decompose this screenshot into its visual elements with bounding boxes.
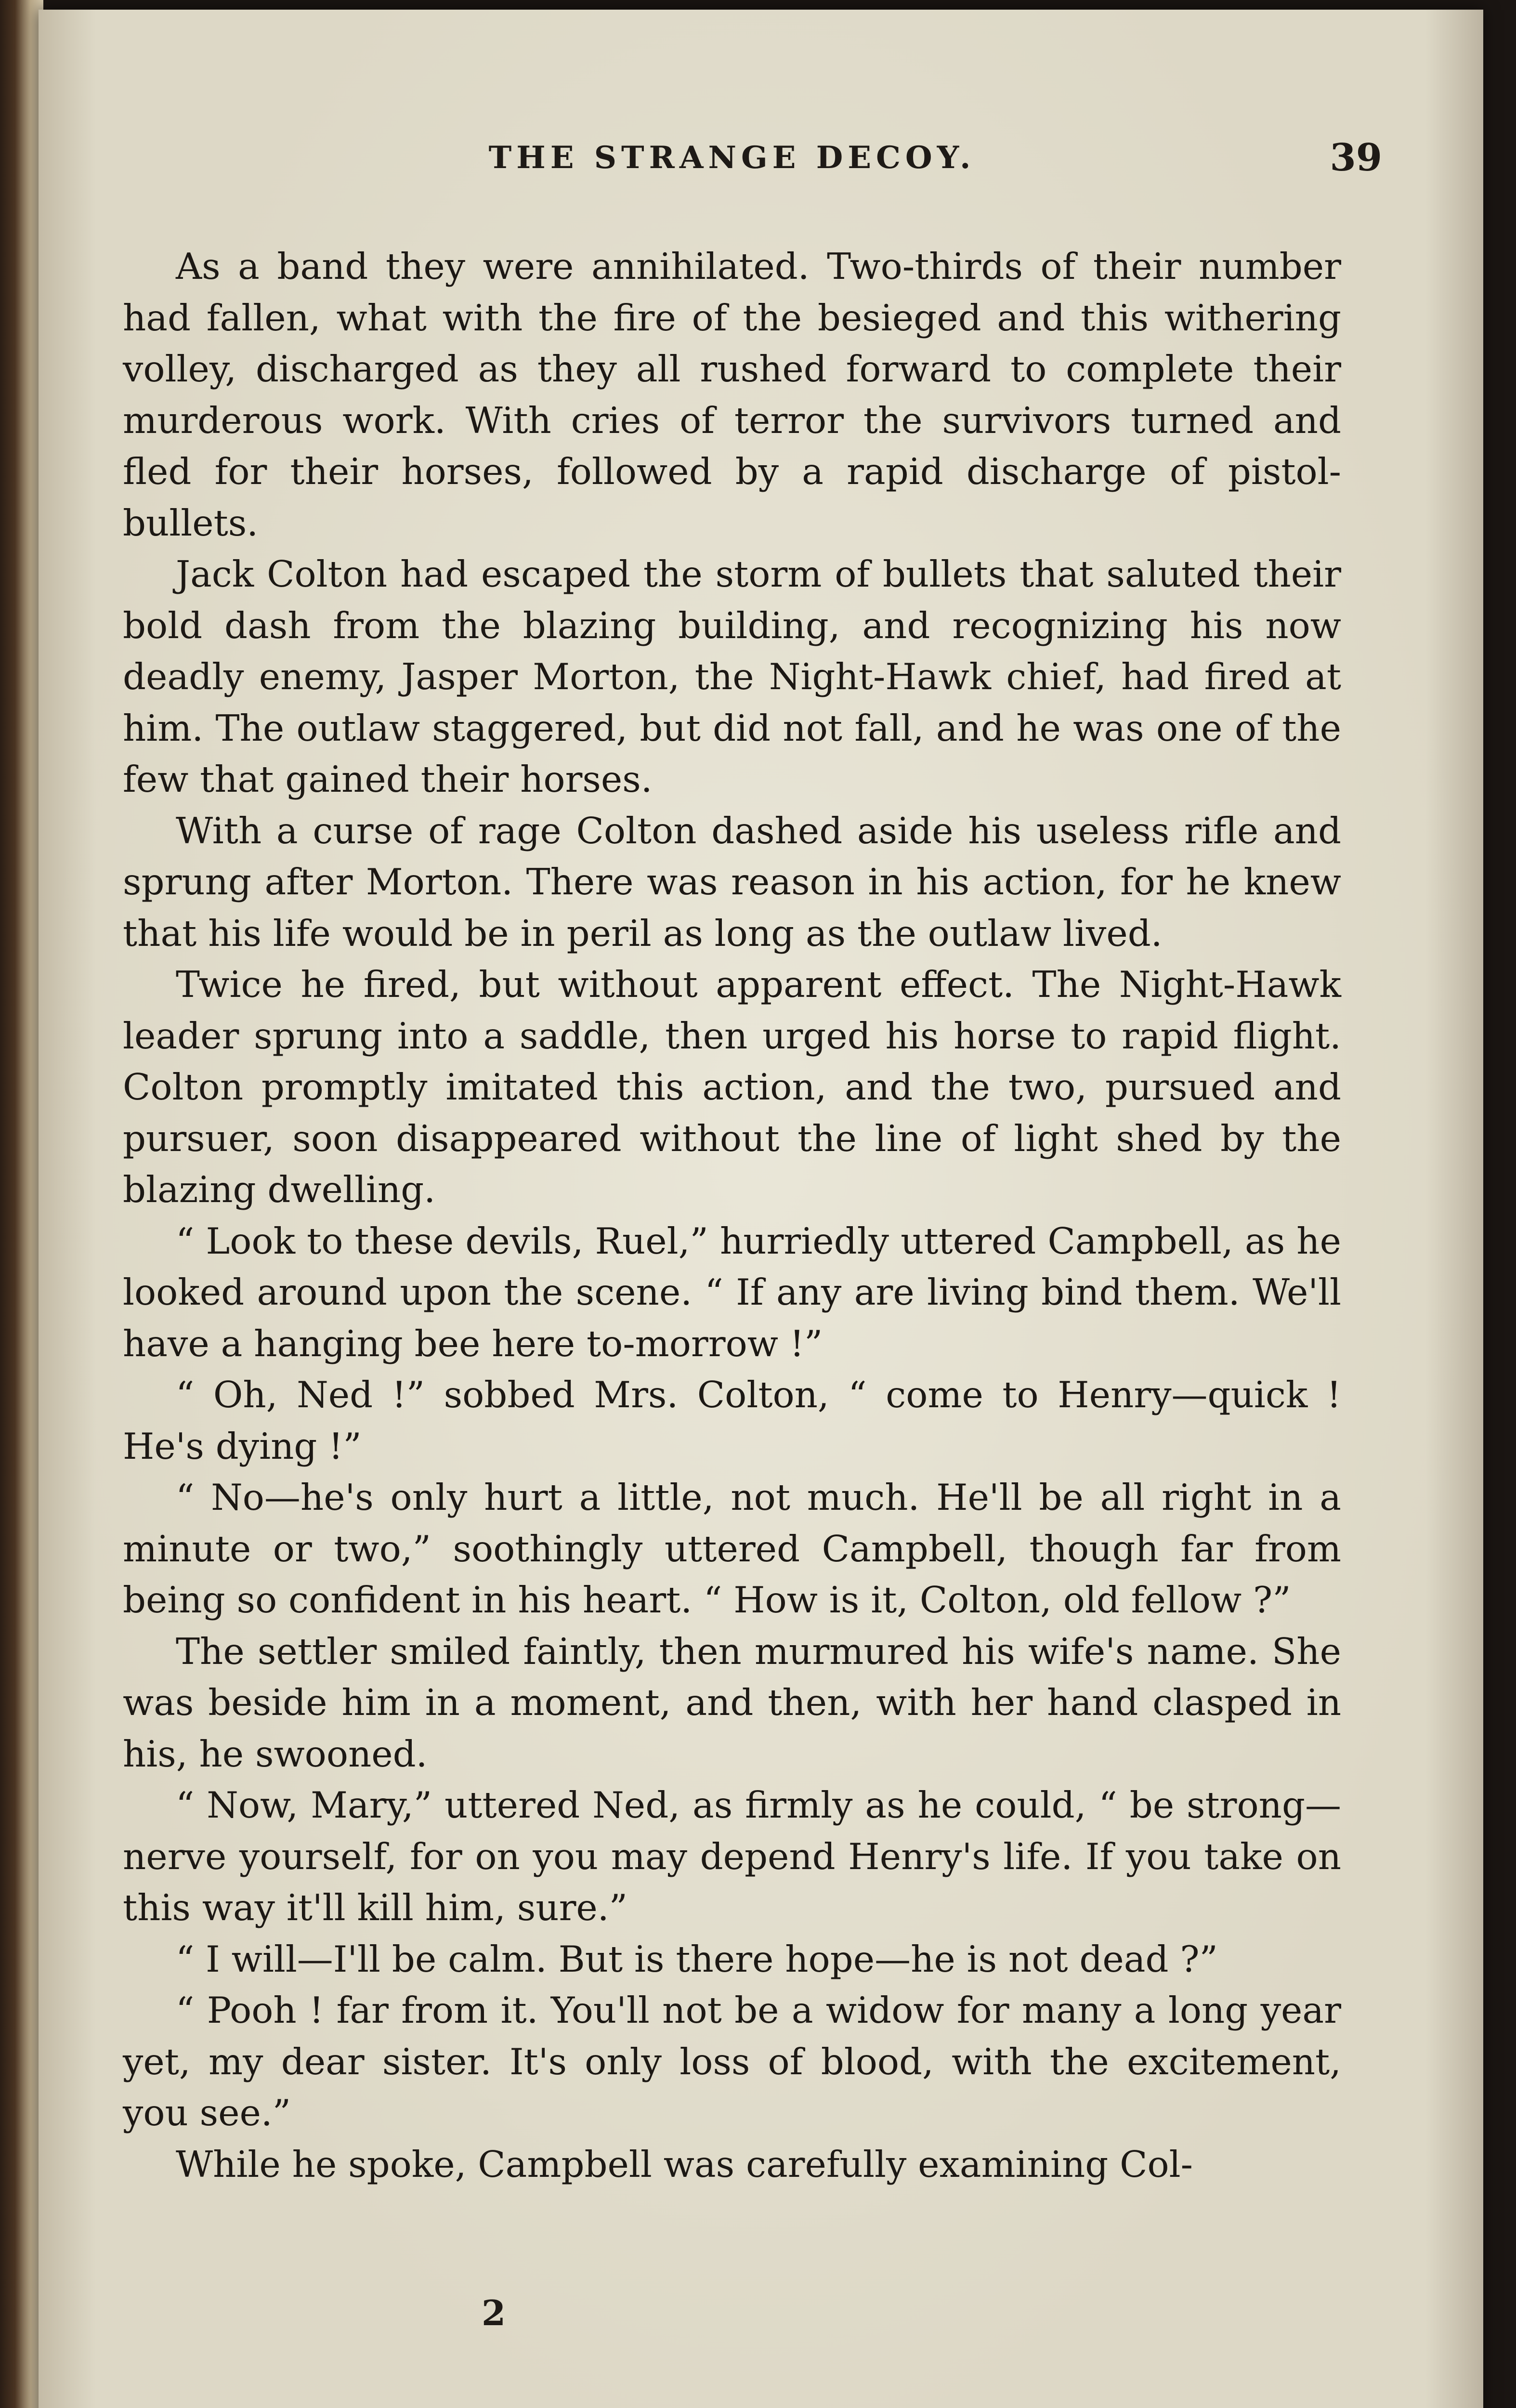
- paragraph: “ Pooh ! far from it. You'll not be a widow for many a long year yet, my dear sister. It's only loss of blood, with the excitement, you see.”: [123, 1989, 1341, 2134]
- paragraph: “ Now, Mary,” uttered Ned, as firmly as he could, “ be strong—nerve yourself, for on you may depend Henry's life. If you take on this way it'll kill him, sure.”: [123, 1784, 1341, 1929]
- book-page: [39, 10, 1483, 2408]
- paragraph: “ Look to these devils, Ruel,” hurriedly uttered Campbell, as he looked around upon the scene. “ If any are living bind them. We'll have a hanging bee here to-morrow !”: [123, 1219, 1341, 1365]
- paragraph: Twice he fired, but without apparent effect. The Night-Hawk leader sprung into a saddle, then urged his horse to rapid flight. Colton promptly imitated this action, and the two, pursued and pursuer, soon disappeared without the line of light shed by the blazing dwelling.: [123, 963, 1341, 1211]
- paragraph: As a band they were annihilated. Two-thirds of their number had fallen, what with the fire of the besieged and this withering volley, discharged as they all rushed forward to complete their murderous work. With cries of terror the survivors turned and fled for their horses, followed by a rapid discharge of pistol-bullets.: [123, 245, 1341, 544]
- running-head: [125, 136, 1382, 193]
- paragraph: Jack Colton had escaped the storm of bullets that saluted their bold dash from the blazing building, and recognizing his now deadly enemy, Jasper Morton, the Night-Hawk chief, had fired at him. The outlaw staggered, but did not fall, and he was one of the few that gained their horses.: [123, 553, 1341, 800]
- paragraph: “ Oh, Ned !” sobbed Mrs. Colton, “ come to Henry—quick ! He's dying !”: [123, 1374, 1341, 1467]
- paragraph: “ I will—I'll be calm. But is there hope—he is not dead ?”: [176, 1937, 1218, 1980]
- running-title: THE STRANGE DECOY.: [488, 140, 976, 176]
- paragraph: While he spoke, Campbell was carefully examining Col-: [176, 2143, 1193, 2186]
- paragraph: With a curse of rage Colton dashed aside his useless rifle and sprung after Morton. There was reason in his action, for he knew that his life would be in peril as long as the outlaw lived.: [123, 809, 1341, 955]
- page-number: 39: [1330, 136, 1382, 180]
- body-text: [123, 241, 1341, 2190]
- paragraph: The settler smiled faintly, then murmured his wife's name. She was beside him in a moment, and then, with her hand clasped in his, he swooned.: [123, 1630, 1341, 1775]
- book-binding-edge: [0, 0, 43, 2408]
- paragraph: “ No—he's only hurt a little, not much. He'll be all right in a minute or two,” soothingly uttered Campbell, though far from being so confident in his heart. “ How is it, Colton, old fellow ?”: [123, 1476, 1341, 1621]
- signature-mark: 2: [482, 2292, 506, 2333]
